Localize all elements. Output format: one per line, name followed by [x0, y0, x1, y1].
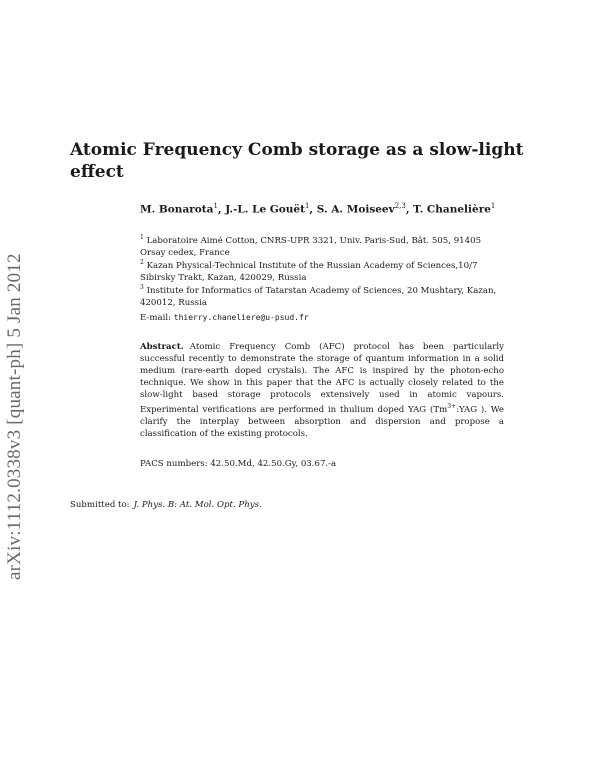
author-name: , S. A. Moiseev	[309, 203, 395, 216]
author-name: , J.-L. Le Gouët	[217, 203, 305, 216]
author-name: , T. Chanelière	[405, 203, 491, 216]
submitted-line	[70, 499, 500, 511]
arxiv-stamp: arXiv:1112.0338v3 [quant-ph] 5 Jan 2012	[4, 253, 25, 580]
pacs-numbers: PACS numbers: 42.50.Md, 42.50.Gy, 03.67.-a	[140, 459, 337, 469]
author-name: M. Bonarota	[140, 203, 214, 216]
affiliation-2	[140, 257, 500, 284]
journal-name: J. Phys. B: At. Mol. Opt. Phys.	[133, 500, 262, 510]
affiliation-text: Institute for Informatics of Tatarstan Academy of Sciences, 20 Mushtary, Kazan, 420012, Russia	[140, 285, 497, 308]
affiliation-text: Laboratoire Aimé Cotton, CNRS-UPR 3321, Univ. Paris-Sud, Bât. 505, 91405 Orsay cedex, France	[140, 235, 482, 258]
abstract-text: Atomic Frequency Comb (AFC) protocol has been particularly successful recently to demonstrate the storage of quantum information in a solid medium (rare-earth doped crystals). The AFC is inspired by the photon-echo technique. We show in this paper that the AFC is actually closely related to the slow-light based storage protocols extensively used in atomic vapours. Experimental verifications are performed in thulium doped YAG (Tm	[140, 342, 504, 415]
author-affiliation-mark: 2,3	[394, 202, 406, 210]
affiliation-3	[140, 282, 500, 309]
abstract-heading: Abstract.	[140, 342, 184, 352]
paper-title: Atomic Frequency Comb storage as a slow-light effect	[70, 140, 524, 182]
abstract	[140, 341, 504, 440]
author-list	[140, 198, 500, 218]
author-affiliation-mark: 1	[304, 202, 310, 210]
affiliation-mark: 1	[140, 234, 144, 241]
submitted-label: Submitted to:	[70, 500, 130, 510]
email-line	[140, 312, 500, 324]
email-address[interactable]: thierry.chaneliere@u-psud.fr	[173, 313, 309, 322]
affiliation-mark: 2	[140, 259, 144, 266]
author-affiliation-mark: 1	[213, 202, 218, 210]
affiliation-1	[140, 232, 500, 259]
abstract-superscript: 3+	[447, 403, 457, 410]
abstract-text-end: :YAG ). We clarify the interplay between absorption and dispersion and propose a classification of the existing protocols.	[140, 404, 504, 439]
affiliation-text: Kazan Physical-Technical Institute of the Russian Academy of Sciences,10/7 Sibirsky Trakt, Kazan, 420029, Russia	[140, 260, 478, 283]
email-label: E-mail:	[140, 313, 172, 323]
affiliation-mark: 3	[140, 284, 144, 291]
author-affiliation-mark: 1	[490, 202, 496, 210]
